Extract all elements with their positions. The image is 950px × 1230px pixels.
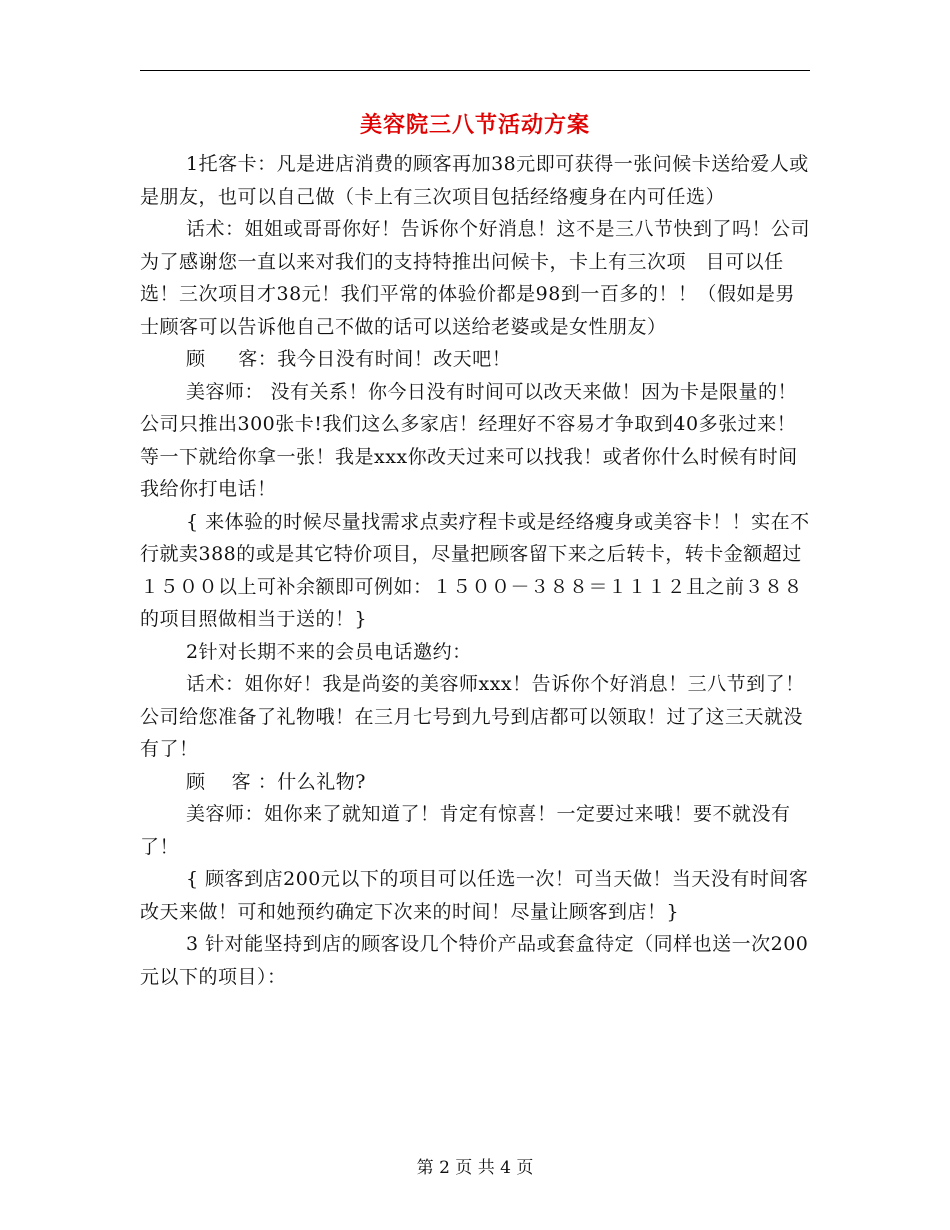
page-footer: 第 2 页 共 4 页 <box>416 1158 534 1178</box>
paragraph: 顾 客 ：什么礼物? <box>186 770 366 793</box>
document-body <box>140 148 812 993</box>
paragraph: 顾 客：我今日没有时间！改天吧！ <box>186 348 512 370</box>
paragraph: { 顾客到店200元以下的项目可以任选一次！可当天做！当天没有时间客改天来做！可和她预约确定下次来的时间！尽量让顾客到店！} <box>140 868 809 923</box>
paragraph: 3 针对能坚持到店的顾客设几个特价产品或套盒待定（同样也送一次200元以下的项目）： <box>140 933 809 988</box>
document-title: 美容院三八节活动方案 <box>359 112 590 138</box>
paragraph: 2针对长期不来的会员电话邀约： <box>186 640 472 663</box>
paragraph: 美容师： 没有关系！你今日没有时间可以改天来做！因为卡是限量的！公司只推出300张卡!我们这么多家店！经理好不容易才争取到40多张过来！等一下就给你拿一张！我是xxx你改天过来可以找我！或者你什么时候有时间我给你打电话！ <box>140 380 798 500</box>
header-rule <box>140 70 810 71</box>
paragraph: 1托客卡：凡是进店消费的顾客再加38元即可获得一张问候卡送给爱人或是朋友，也可以自己做（卡上有三次项目包括经络瘦身在内可任选） <box>140 153 809 208</box>
paragraph: { 来体验的时候尽量找需求点卖疗程卡或是经络瘦身或美容卡！！实在不行就卖388的或是其它特价项目，尽量把顾客留下来之后转卡，转卡金额超过１５００以上可补余额即可例如：１５００－３８８＝１１１２且之前３８８的项目照做相当于送的！} <box>140 510 810 630</box>
paragraph: 话术：姐姐或哥哥你好！告诉你个好消息！这不是三八节快到了吗！公司为了感谢您一直以来对我们的支持特推出问候卡，卡上有三次项 目可以任选！三次项目才38元！我们平常的体验价都是98到一百多的！！（假如是男士顾客可以告诉他自己不做的话可以送给老婆或是女性朋友） <box>140 218 811 338</box>
paragraph: 话术：姐你好！我是尚姿的美容师xxx！告诉你个好消息！三八节到了！公司给您准备了礼物哦！在三月七号到九号到店都可以领取！过了这三天就没有了！ <box>140 673 805 760</box>
paragraph: 美容师：姐你来了就知道了！肯定有惊喜！一定要过来哦！要不就没有了！ <box>140 803 791 858</box>
